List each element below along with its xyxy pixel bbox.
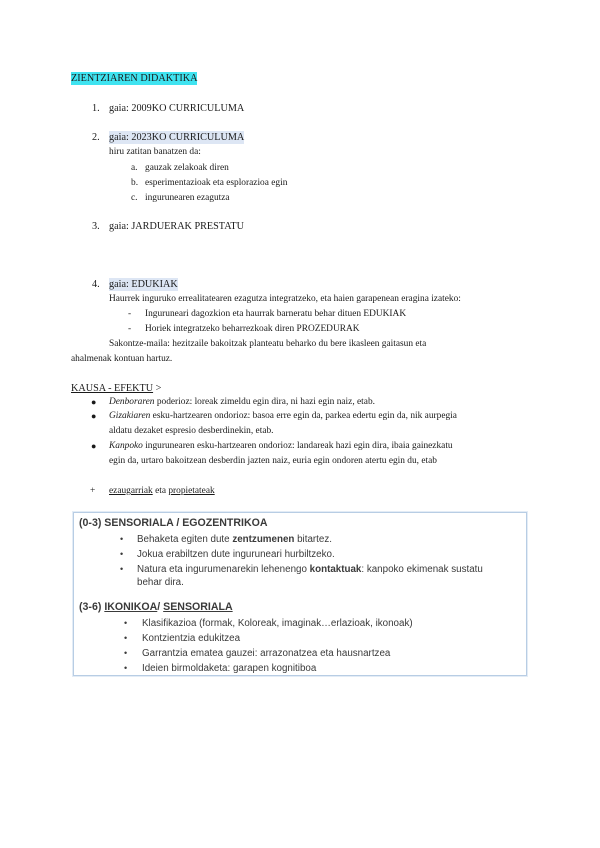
list-item-1: gaia: 2009KO CURRICULUMA [109,103,245,114]
list-item-3: gaia: JARDUERAK PRESTATU [109,221,245,232]
kausa-heading: KAUSA - EFEKTU > [71,383,162,394]
bullet-dot: • [124,618,128,628]
stage2-item-3: Garrantzia ematea gauzei: arrazonatzea eta hausnartzea [142,648,391,659]
stage-heading-0-3: (0-3) SENSORIALA / EGOZENTRIKOA [79,517,268,529]
dash-bullet: - [128,324,132,334]
item4-dash-1: Inguruneari dagozkion eta haurrak barneratu behar dituen EDUKIAK [145,309,407,319]
bullet-dot: • [120,549,124,559]
stage1-item-1: Behaketa egiten dute zentzumenen bitartez. [137,534,332,545]
stage2-item-2: Kontzientzia edukitzea [142,633,241,644]
dash-bullet: - [128,309,132,319]
bullet-dot: • [124,633,128,643]
stages-box [73,512,527,676]
bullet-dot: ● [91,441,97,451]
stage1-item-2: Jokua erabiltzen dute inguruneari hurbiltzeko. [137,549,335,560]
sub-letter: b. [131,178,139,188]
list-item-2: gaia: 2023KO CURRICULUMA [109,132,245,143]
list-number: 3. [92,221,100,232]
bullet-dot: • [124,648,128,658]
stage-heading-3-6: (3-6) IKONIKOA/ SENSORIALA [79,601,233,613]
bullet-dot: • [120,534,124,544]
kausa-bullet-1: Denboraren poderioz: loreak zimeldu egin dira, ni hazi egin naiz, etab. [109,397,375,407]
bullet-dot: • [124,663,128,673]
item4-intro: Haurrek inguruko errealitatearen ezagutza integratzeko, eta haien garapenean eragina izateko: [109,294,461,304]
item4-dash-2: Horiek integratzeko beharrezkoak diren PROZEDURAK [145,324,360,334]
stage2-item-4: Ideien birmoldaketa: garapen kognitiboa [142,663,317,674]
item4-paragraph-cont: ahalmenak kontuan hartuz. [71,354,173,364]
plus-sign: + [90,486,96,496]
kausa-bullet-2: Gizakiaren esku-hartzearen ondorioz: basoa erre egin da, parkea edertu egin da, nik aurpegia [109,411,457,421]
stage2-item-1: Klasifikazioa (formak, Koloreak, imaginak…erlazioak, ikonoak) [142,618,413,629]
document-title: ZIENTZIAREN DIDAKTIKA [71,73,198,84]
kausa-bullet-2-cont: aldatu dezaket espresio desberdinekin, etab. [109,426,274,436]
list-number: 2. [92,132,100,143]
item4-paragraph: Sakontze-maila: hezitzaile bakoitzak planteatu beharko du bere ikasleen gaitasun eta [109,339,427,349]
sub-item: ingurunearen ezagutza [145,193,230,203]
properties-line: ezaugarriak eta propietateak [109,486,215,496]
kausa-bullet-3-cont: egin da, urtaro bakoitzean desberdin jazten naiz, euria egin ondoren atertu egin du, etab [109,456,437,466]
sub-item: gauzak zelakoak diren [145,163,229,173]
list-number: 4. [92,279,100,290]
kausa-bullet-3: Kanpoko ingurunearen esku-hartzearen ondorioz: landareak hazi egin dira, ibaia gainezkatu [109,441,453,451]
bullet-dot: • [120,564,124,574]
list-item-4: gaia: EDUKIAK [109,279,178,290]
sub-letter: c. [131,193,138,203]
stage1-item-3-cont: behar dira. [137,577,184,588]
list-number: 1. [92,103,100,114]
sub-item: esperimentazioak eta esplorazioa egin [145,178,288,188]
bullet-dot: ● [91,397,97,407]
bullet-dot: ● [91,411,97,421]
stage1-item-3: Natura eta ingurumenarekin lehenengo kontaktuak: kanpoko ekimenak sustatu [137,564,483,575]
sub-letter: a. [131,163,138,173]
item2-intro: hiru zatitan banatzen da: [109,147,201,157]
